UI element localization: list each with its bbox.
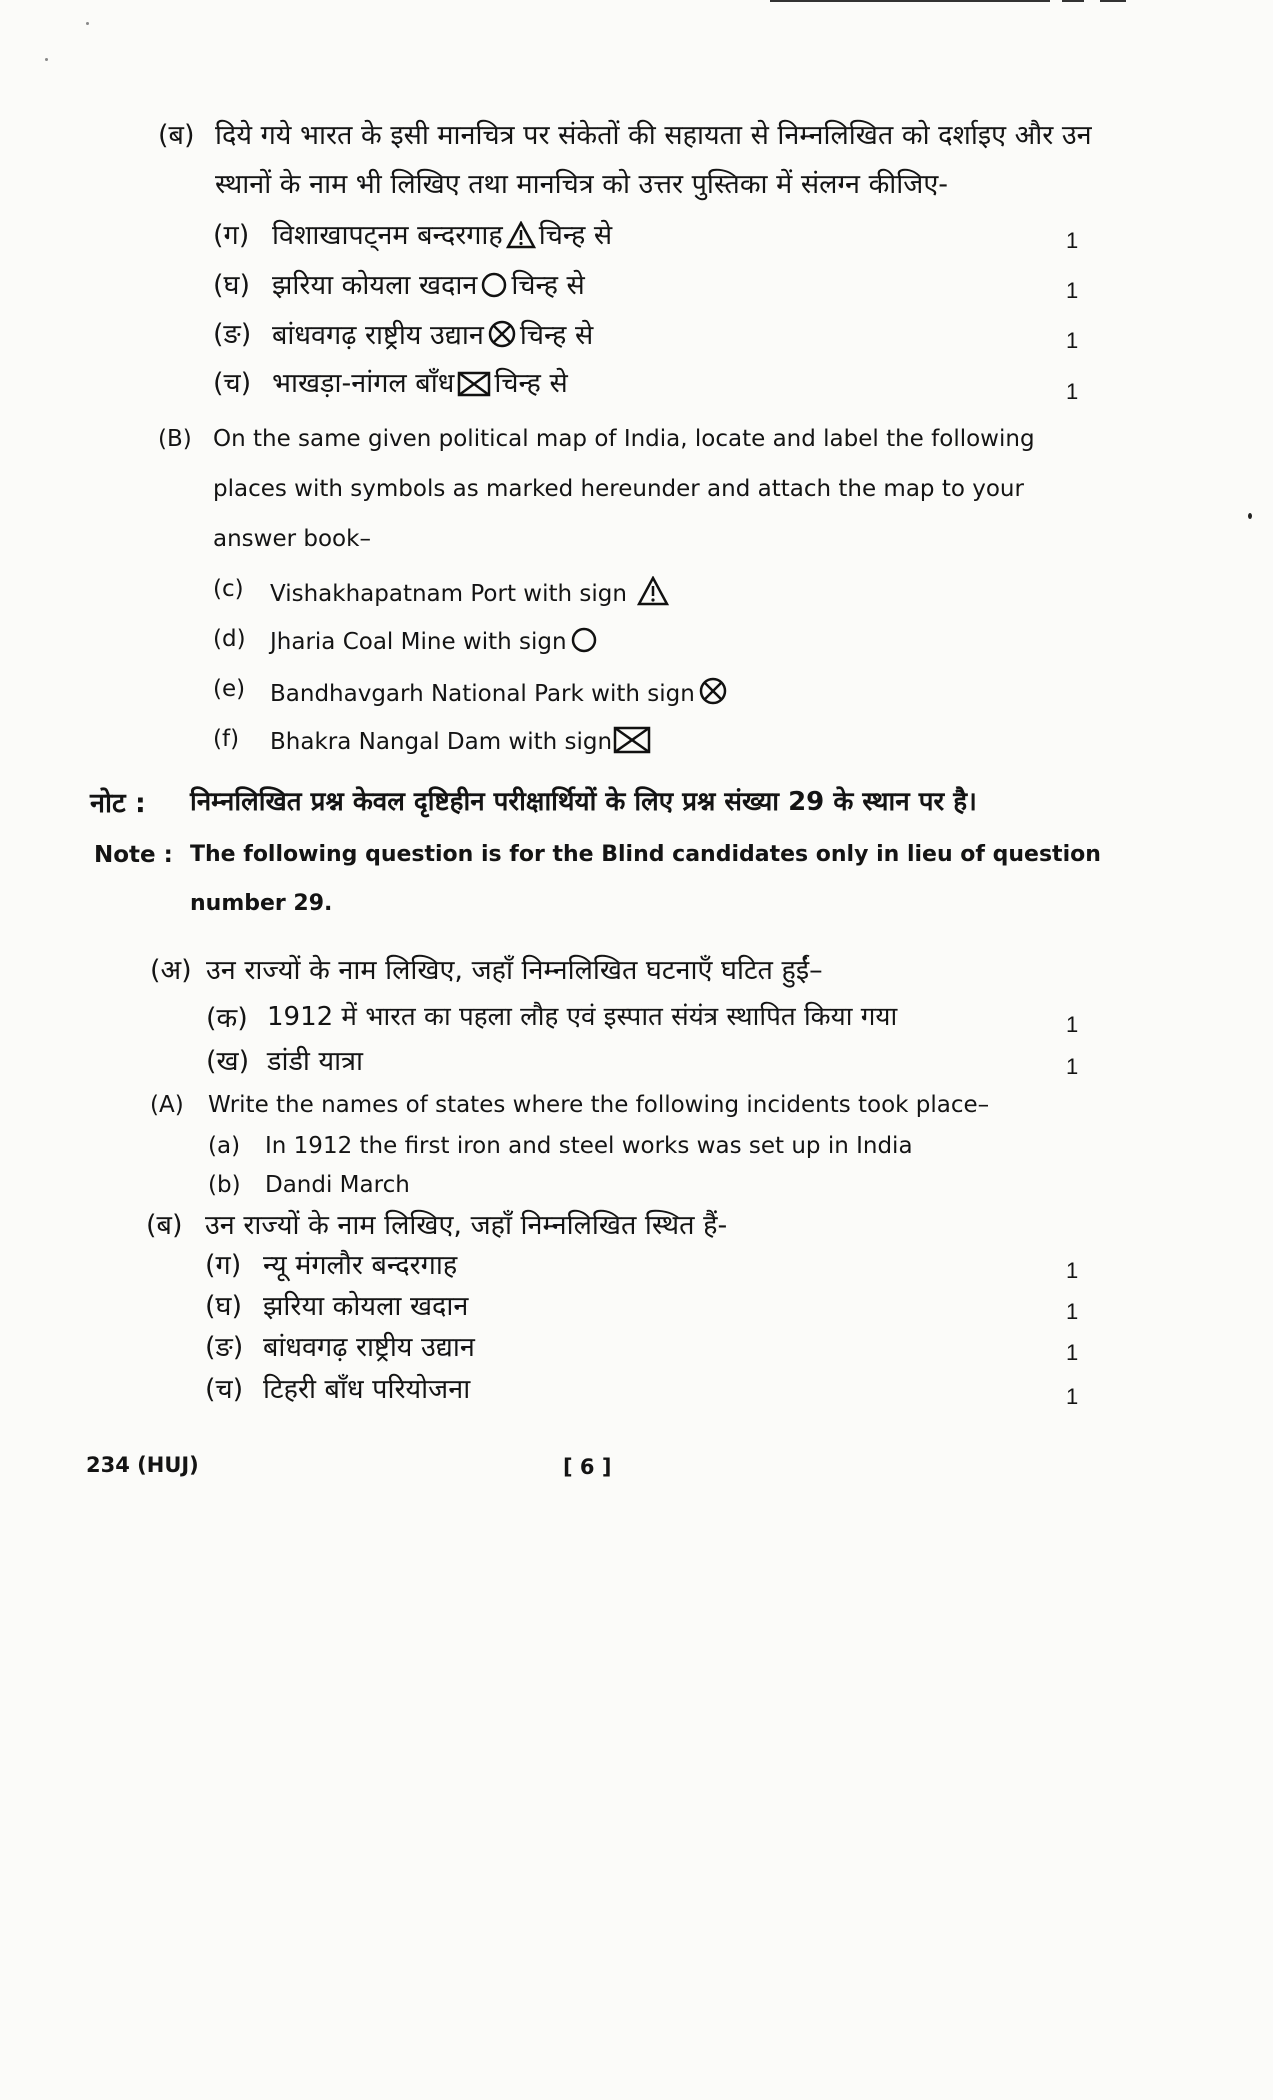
sub-item-label: (ङ) [213,319,252,350]
note-text: निम्नलिखित प्रश्न केवल दृष्टिहीन परीक्षार्थियों के लिए प्रश्न संख्या 29 के स्थान पर है। [190,787,977,817]
sub-item-text: डांडी यात्रा [267,1046,364,1077]
triangle-warning-icon [506,221,536,249]
box-cross-icon [457,371,491,397]
sub-item-label: (f) [213,726,240,752]
marks: 1 [1066,1258,1079,1283]
sub-item-label: (घ) [205,1291,243,1322]
marks: 1 [1066,1384,1079,1409]
question-text: On the same given political map of India, locate and label the following [213,426,1035,452]
sub-item-text: विशाखापट्नम बन्दरगाह चिन्ह से [272,220,613,251]
paper-code: 234 (HUJ) [86,1453,199,1477]
question-label: (अ) [150,955,192,986]
note-text: number 29. [190,891,333,916]
triangle-warning-icon [637,576,669,606]
sub-item-text: झरिया कोयला खदान [263,1291,469,1322]
sub-item-label: (ङ) [205,1332,244,1363]
circle-cross-icon [698,676,728,706]
scan-speck [86,22,89,25]
sub-item-label: (d) [213,626,246,652]
sub-item-text: In 1912 the first iron and steel works was set up in India [265,1133,913,1159]
sub-item-label: (e) [213,676,246,702]
note-label: नोट : [90,788,146,819]
scan-speck [1248,513,1252,519]
scan-speck [45,58,48,61]
sub-item-label: (ग) [205,1250,242,1281]
question-text: स्थानों के नाम भी लिखिए तथा मानचित्र को उत्तर पुस्तिका में संलग्न कीजिए- [215,169,949,200]
sub-item-text: Bhakra Nangal Dam with sign [270,726,654,755]
question-label: (ब) [146,1210,183,1241]
sub-item-text: Vishakhapatnam Port with sign [270,576,672,607]
marks: 1 [1066,278,1079,303]
sub-item-text: बांधवगढ़ राष्ट्रीय उद्यान [263,1332,475,1363]
question-text: places with symbols as marked hereunder and attach the map to your [213,476,1024,502]
circle-icon [570,626,598,654]
sub-item-label: (ख) [206,1046,250,1077]
sub-item-text: टिहरी बाँध परियोजना [263,1374,471,1405]
sub-item-text: भाखड़ा-नांगल बाँध चिन्ह से [272,368,568,399]
marks: 1 [1066,1012,1079,1037]
marks: 1 [1066,1054,1079,1079]
question-label: (A) [150,1092,184,1118]
question-text: answer book– [213,526,371,552]
sub-item-text: Jharia Coal Mine with sign [270,626,601,655]
scan-edge-line [770,0,1050,2]
sub-item-label: (च) [213,368,252,399]
question-text: Write the names of states where the following incidents took place– [208,1092,990,1118]
question-label: (ब) [158,120,195,151]
sub-item-text: 1912 में भारत का पहला लौह एवं इस्पात संयंत्र स्थापित किया गया [267,1002,898,1032]
page-number: [ 6 ] [563,1455,612,1479]
question-text: दिये गये भारत के इसी मानचित्र पर संकेतों की सहायता से निम्नलिखित को दर्शाइए और उन [215,120,1092,151]
sub-item-label: (c) [213,576,244,602]
scan-edge-line [1100,0,1126,2]
marks: 1 [1066,1340,1079,1365]
scan-edge-line [1062,0,1084,2]
marks: 1 [1066,1299,1079,1324]
sub-item-text: झरिया कोयला खदान चिन्ह से [272,270,585,301]
note-text: The following question is for the Blind candidates only in lieu of question [190,842,1101,867]
sub-item-text: Dandi March [265,1172,410,1198]
question-label: (B) [158,426,192,452]
marks: 1 [1066,379,1079,404]
circle-icon [480,271,508,299]
question-text: उन राज्यों के नाम लिखिए, जहाँ निम्नलिखित स्थित हैं- [205,1210,728,1241]
question-text: उन राज्यों के नाम लिखिए, जहाँ निम्नलिखित घटनाएँ घटित हुईं– [206,955,823,986]
sub-item-label: (a) [208,1133,241,1159]
sub-item-text: Bandhavgarh National Park with sign [270,676,731,707]
circle-cross-icon [487,319,517,349]
sub-item-label: (क) [206,1003,248,1034]
sub-item-label: (घ) [213,270,251,301]
sub-item-label: (च) [205,1374,244,1405]
box-cross-icon [613,726,651,754]
sub-item-text: न्यू मंगलौर बन्दरगाह [263,1250,458,1281]
marks: 1 [1066,328,1079,353]
sub-item-text: बांधवगढ़ राष्ट्रीय उद्यान चिन्ह से [272,320,594,351]
note-label: Note : [94,842,173,868]
marks: 1 [1066,228,1079,253]
sub-item-label: (b) [208,1172,241,1198]
sub-item-label: (ग) [213,220,250,251]
